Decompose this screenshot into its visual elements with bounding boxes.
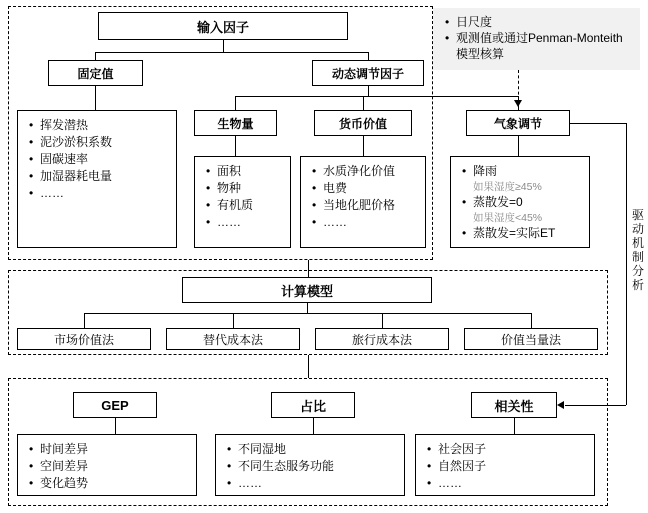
- method-label-2: 旅行成本法: [351, 332, 412, 347]
- driving-mechanism-label: [631, 208, 645, 292]
- ratio-item-0: • 不同湿地: [238, 441, 398, 458]
- note-to-weather-arrowhead: [514, 100, 522, 107]
- monetary-header-label: 货币价值: [338, 116, 387, 131]
- line-to-biomass: [235, 96, 236, 110]
- weather-item-2: • 蒸散发=实际ET: [473, 225, 583, 242]
- line-to-dynamic: [368, 52, 369, 60]
- calc-model-box[interactable]: [182, 277, 432, 303]
- line-to-method-0: [84, 313, 85, 328]
- biomass-item-0: • 面积: [217, 163, 284, 180]
- fixed-item-1: • 泥沙淤积系数: [40, 134, 170, 151]
- monetary-items-box: [300, 156, 426, 248]
- fixed-item-3: • 加湿器耗电量: [40, 168, 170, 185]
- line-to-fixed: [95, 52, 96, 60]
- line-input-down: [223, 40, 224, 52]
- line-driving-vertical: [626, 123, 627, 405]
- driving-arrowhead: [557, 401, 564, 409]
- line-to-money: [363, 96, 364, 110]
- ratio-items-box: [215, 434, 405, 496]
- fixed-value-label: 固定值: [77, 66, 114, 81]
- ratio-item-2: • ……: [238, 475, 398, 492]
- correlation-item-2: • ……: [438, 475, 588, 492]
- weather-header-label: 气象调节: [493, 116, 542, 131]
- biomass-item-1: • 物种: [217, 180, 284, 197]
- fixed-item-4: • ……: [40, 185, 170, 202]
- line-to-method-3: [531, 313, 532, 328]
- dynamic-factors-box[interactable]: [312, 60, 424, 86]
- fixed-item-0: • 挥发潜热: [40, 117, 170, 134]
- line-method-split: [84, 313, 531, 314]
- method-label-1: 替代成本法: [202, 332, 263, 347]
- note-item-0: • 日尺度: [456, 14, 632, 30]
- line-to-method-1: [233, 313, 234, 328]
- input-factors-label: 输入因子: [196, 19, 249, 35]
- gep-items-box: [17, 434, 197, 496]
- method-label-3: 价值当量法: [500, 332, 561, 347]
- line-layer1-to-layer2: [308, 260, 309, 277]
- weather-subnote-1: 如果湿度<45%: [473, 212, 543, 224]
- correlation-item-1: • 自然因子: [438, 458, 588, 475]
- weather-header-box[interactable]: [466, 110, 570, 136]
- fixed-item-2: • 固碳速率: [40, 151, 170, 168]
- gep-item-0: • 时间差异: [40, 441, 190, 458]
- calc-model-label: 计算模型: [280, 283, 333, 299]
- monetary-item-1: • 电费: [323, 180, 419, 197]
- correlation-header-box[interactable]: [471, 392, 557, 418]
- method-label-0: 市场价值法: [53, 332, 114, 347]
- weather-items-box: [450, 156, 590, 248]
- correlation-item-0: • 社会因子: [438, 441, 588, 458]
- note-item-1: • 观测值或通过Penman-Monteith 模型核算: [456, 30, 632, 62]
- line-gep-down: [115, 418, 116, 434]
- line-biomass-down: [235, 136, 236, 156]
- gep-header-box[interactable]: [73, 392, 157, 418]
- line-correlation-down: [514, 418, 515, 434]
- biomass-item-3: • ……: [217, 214, 284, 231]
- method-box-0[interactable]: [17, 328, 151, 350]
- line-dynamic-down: [368, 86, 369, 96]
- line-dynamic-split: [235, 96, 518, 97]
- line-layer2-to-layer3: [308, 355, 309, 378]
- monetary-header-box[interactable]: [314, 110, 412, 136]
- biomass-header-box[interactable]: [194, 110, 277, 136]
- ratio-item-1: • 不同生态服务功能: [238, 458, 398, 475]
- line-driving-bottom: [565, 405, 626, 406]
- method-box-1[interactable]: [166, 328, 300, 350]
- fixed-value-box[interactable]: [48, 60, 143, 86]
- correlation-items-box: [415, 434, 595, 496]
- line-ratio-down: [313, 418, 314, 434]
- biomass-header-label: 生物量: [217, 116, 254, 131]
- biomass-item-2: • 有机质: [217, 197, 284, 214]
- note-to-weather-dashed-line: [518, 70, 519, 100]
- gep-item-2: • 变化趋势: [40, 475, 190, 492]
- gep-header-label: GEP: [101, 397, 129, 413]
- line-driving-top: [570, 123, 626, 124]
- dynamic-factors-label: 动态调节因子: [331, 66, 404, 81]
- line-input-split: [95, 52, 368, 53]
- line-calcmodel-down: [307, 303, 308, 313]
- weather-item-0: • 降雨: [473, 163, 583, 180]
- monetary-item-0: • 水质净化价值: [323, 163, 419, 180]
- monetary-item-2: • 当地化肥价格: [323, 197, 419, 214]
- weather-item-1: • 蒸散发=0: [473, 194, 583, 211]
- line-monetary-down: [363, 136, 364, 156]
- line-to-method-2: [382, 313, 383, 328]
- biomass-items-box: [194, 156, 291, 248]
- driving-mechanism-text: 驱动机制分析: [631, 208, 644, 292]
- ratio-header-box[interactable]: [271, 392, 355, 418]
- correlation-header-label: 相关性: [494, 398, 534, 414]
- weather-subnote-0: 如果湿度≥45%: [473, 181, 542, 193]
- fixed-items-box: [17, 110, 177, 248]
- monetary-item-3: • ……: [323, 214, 419, 231]
- input-factors-box[interactable]: [98, 12, 348, 40]
- method-box-2[interactable]: [315, 328, 449, 350]
- gep-item-1: • 空间差异: [40, 458, 190, 475]
- line-weather-down: [518, 136, 519, 156]
- line-fixed-down: [95, 86, 96, 110]
- note-panel: [433, 8, 640, 70]
- method-box-3[interactable]: [464, 328, 598, 350]
- ratio-header-label: 占比: [299, 398, 326, 414]
